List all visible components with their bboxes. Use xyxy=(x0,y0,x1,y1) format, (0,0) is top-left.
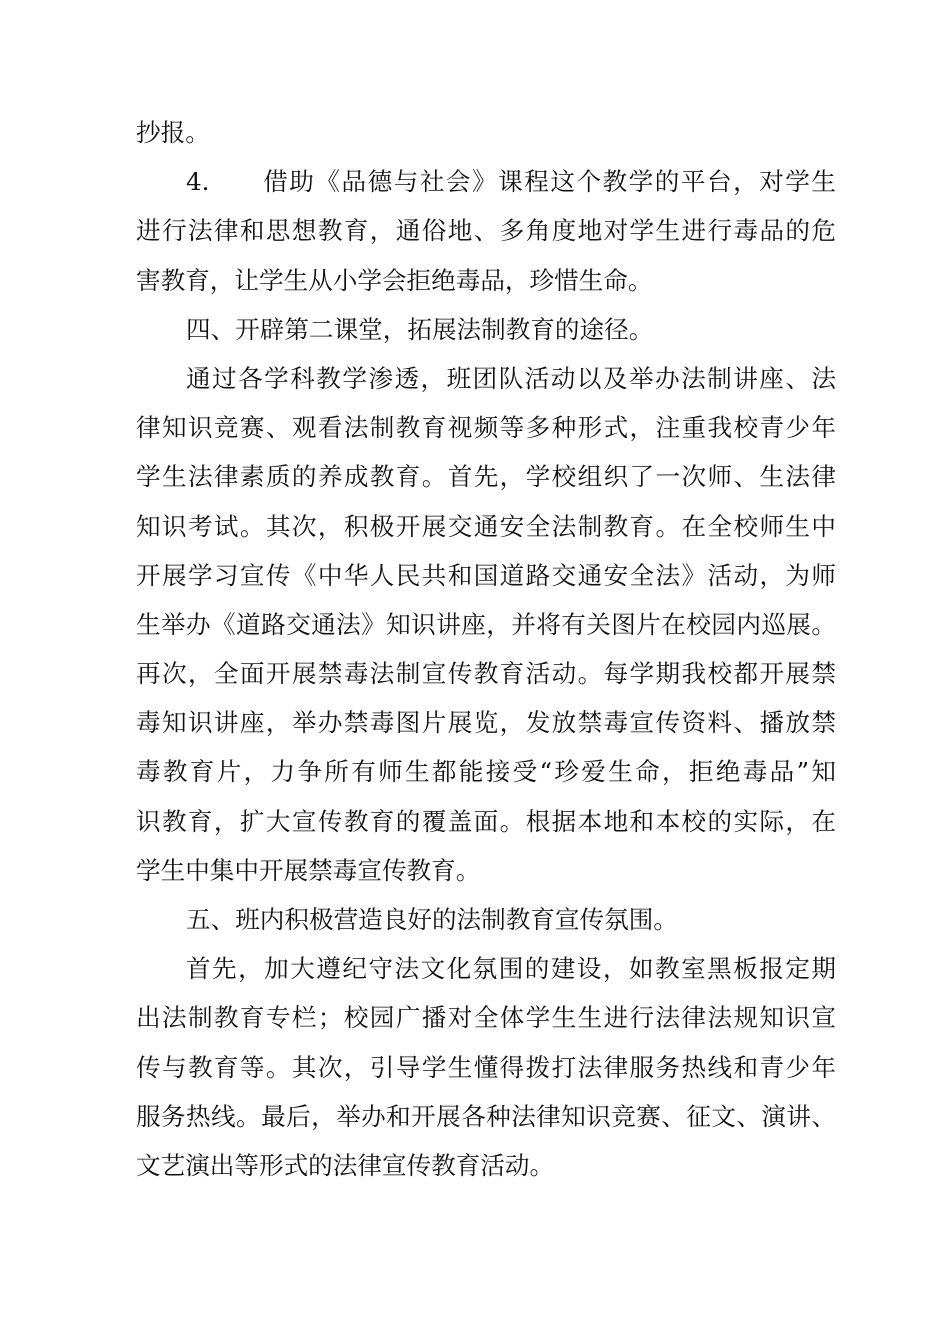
text-line-22: 文艺演出等形式的法律宣传教育活动。 xyxy=(136,1150,555,1180)
text-line-20: 传与教育等。其次，引导学生懂得拨打法律服务热线和青少年 xyxy=(136,1052,836,1082)
text-line-16: 学生中集中开展禁毒宣传教育。 xyxy=(136,855,481,885)
text-line-9: 知识考试。其次，积极开展交通安全法制教育。在全校师生中 xyxy=(136,511,836,541)
text-line-8: 学生法律素质的养成教育。首先，学校组织了一次师、生法律 xyxy=(136,462,836,492)
text-line-4: 害教育，让学生从小学会拒绝毒品，珍惜生命。 xyxy=(136,265,653,295)
text-line-12: 再次，全面开展禁毒法制宣传教育活动。每学期我校都开展禁 xyxy=(136,659,836,689)
text-line-13: 毒知识讲座，举办禁毒图片展览，发放禁毒宣传资料、播放禁 xyxy=(136,708,836,738)
text-line-11: 生举办《道路交通法》知识讲座，并将有关图片在校园内巡展。 xyxy=(136,609,836,639)
text-line-3: 进行法律和思想教育，通俗地、多角度地对学生进行毒品的危 xyxy=(136,216,836,246)
section-heading-5: 五、班内积极营造良好的法制教育宣传氛围。 xyxy=(186,905,678,934)
text-line-1: 抄报。 xyxy=(136,118,210,147)
text-line-15: 识教育，扩大宣传教育的覆盖面。根据本地和本校的实际，在 xyxy=(136,806,836,836)
text-line-19: 出法制教育专栏；校园广播对全体学生生进行法律法规知识宣 xyxy=(136,1003,836,1033)
section-heading-4: 四、开辟第二课堂，拓展法制教育的途径。 xyxy=(186,314,654,344)
text-line-21: 服务热线。最后，举办和开展各种法律知识竞赛、征文、演讲、 xyxy=(136,1101,836,1131)
text-line-10: 开展学习宣传《中华人民共和国道路交通安全法》活动，为师 xyxy=(136,560,836,590)
text-line-7: 律知识竞赛、观看法制教育视频等多种形式，注重我校青少年 xyxy=(136,413,836,443)
text-line-14: 毒教育片，力争所有师生都能接受“珍爱生命，拒绝毒品”知 xyxy=(136,757,836,787)
text-line-18: 首先，加大遵纪守法文化氛围的建设，如教室黑板报定期 xyxy=(186,954,836,984)
text-line-2: 4. 借助《品德与社会》课程这个教学的平台，对学生 xyxy=(186,167,836,197)
text-line-6: 通过各学科教学渗透，班团队活动以及举办法制讲座、法 xyxy=(186,363,836,393)
document-body xyxy=(136,108,836,1190)
